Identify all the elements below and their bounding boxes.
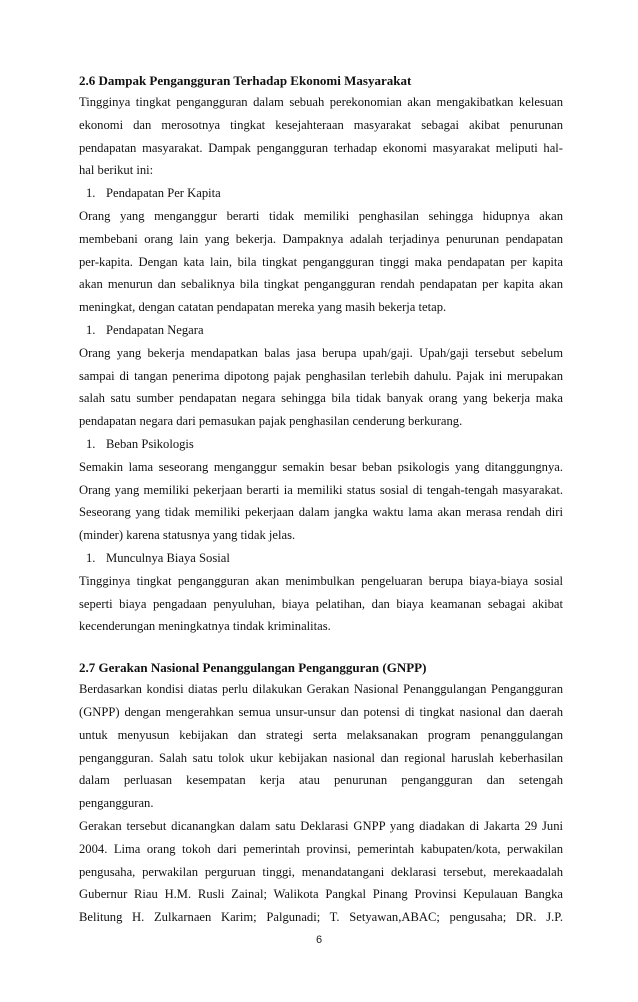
paragraph-line: sampai di tangan penerima dipotong pajak penghasilan terlebih dahulu. Pajak ini merupakan — [79, 368, 563, 383]
paragraph-line: pengangguran. Salah satu tolok ukur kebijakan nasional dan regional haruslah keberhasilan — [79, 750, 563, 765]
paragraph-line: Orang yang bekerja mendapatkan balas jasa berupa upah/gaji. Upah/gaji tersebut sebelum — [79, 345, 563, 360]
list-title: Pendapatan Per Kapita — [106, 186, 221, 201]
paragraph-line: Tingginya tingkat pengangguran akan menimbulkan pengeluaran berupa biaya-biaya sosial — [79, 573, 563, 588]
paragraph-line: membebani orang lain yang bekerja. Dampaknya adalah terjadinya penurunan pendapatan — [79, 231, 563, 246]
list-item-pendapatan-negara — [79, 319, 563, 342]
list-number: 1. — [86, 322, 96, 337]
item-paragraph — [79, 570, 563, 638]
paragraph-line: pengangguran. — [79, 796, 154, 811]
paragraph-line: hal berikut ini: — [79, 163, 154, 178]
list-number: 1. — [86, 186, 96, 201]
paragraph-line: Gubernur Riau H.M. Rusli Zainal; Walikota Pangkal Pinang Provinsi Kepulauan Bangka — [79, 887, 563, 902]
item-paragraph — [79, 342, 563, 433]
paragraph-line: Tingginya tingkat pengangguran dalam sebuah perekonomian akan mengakibatkan kelesuan — [79, 95, 563, 109]
paragraph-line: (GNPP) dengan mengerahkan semua unsur-unsur dan potensi di tingkat nasional dan daerah — [79, 704, 563, 719]
item-paragraph — [79, 205, 563, 319]
paragraph-line: Gerakan tersebut dicanangkan dalam satu Deklarasi GNPP yang diadakan di Jakarta 29 Juni — [79, 818, 563, 833]
gnpp-paragraph-1 — [79, 678, 563, 815]
section-heading-2-6: 2.6 Dampak Pengangguran Terhadap Ekonomi Masyarakat — [79, 73, 412, 88]
paragraph-line: (minder) karena statusnya yang tidak jelas. — [79, 528, 296, 543]
paragraph-line: 2004. Lima orang tokoh dari pemerintah provinsi, pemerintah kabupaten/kota, perwakilan — [79, 841, 563, 856]
paragraph-line: akan menurun dan sebaliknya bila tingkat pengangguran rendah pendapatan per kapita akan — [79, 277, 563, 292]
paragraph-line: Semakin lama seseorang menganggur semakin besar beban psikologis yang ditanggungnya. — [79, 459, 563, 474]
section-spacer — [79, 638, 563, 657]
paragraph-line: per-kapita. Dengan kata lain, bila tingkat pengangguran tinggi maka pendapatan per kapita — [79, 254, 563, 269]
list-number: 1. — [86, 436, 96, 451]
list-item-beban-psikologis — [79, 433, 563, 456]
list-item-pendapatan-per-kapita — [79, 182, 563, 205]
paragraph-line: Orang yang memiliki pekerjaan berarti ia memiliki status sosial di tengah-tengah masyarakat. — [79, 482, 563, 497]
intro-paragraph — [79, 91, 563, 182]
page-number: 6 — [315, 934, 323, 946]
list-title: Pendapatan Negara — [106, 322, 204, 337]
paragraph-line: ekonomi dan merosotnya tingkat kesejahteraan masyarakat sebagai akibat penurunan — [79, 117, 563, 132]
gnpp-paragraph-2 — [79, 815, 563, 929]
paragraph-line: kecenderungan meningkatnya tindak kriminalitas. — [79, 619, 331, 634]
paragraph-line: pengusaha, perwakilan perguruan tinggi, menandatangani deklarasi tersebut, merekaadalah — [79, 864, 563, 879]
paragraph-line: Belitung H. Zulkarnaen Karim; Palgunadi; T. Setyawan,ABAC; pengusaha; DR. J.P. — [79, 910, 563, 925]
paragraph-line: seperti biaya pengadaan penyuluhan, biaya pelatihan, dan biaya keamanan sebagai akibat — [79, 596, 563, 611]
paragraph-line: pendapatan negara dari pemasukan pajak penghasilan cenderung berkurang. — [79, 414, 463, 429]
document-page — [79, 70, 563, 929]
list-number: 1. — [86, 550, 96, 565]
list-title: Munculnya Biaya Sosial — [106, 550, 230, 565]
list-title: Beban Psikologis — [106, 436, 194, 451]
section-heading-2-7: 2.7 Gerakan Nasional Penanggulangan Pengangguran (GNPP) — [79, 660, 427, 676]
paragraph-line: Orang yang menganggur berarti tidak memiliki penghasilan sehingga hidupnya akan — [79, 208, 563, 223]
paragraph-line: untuk menyusun kebijakan dan strategi serta melaksanakan program penanggulangan — [79, 727, 563, 742]
paragraph-line: Berdasarkan kondisi diatas perlu dilakukan Gerakan Nasional Penanggulangan Pengangguran — [79, 682, 563, 697]
paragraph-line: dalam perluasan kesempatan kerja atau penurunan pengangguran dan setengah — [79, 773, 563, 788]
paragraph-line: salah satu sumber pendapatan negara sehingga bila tidak banyak orang yang bekerja maka — [79, 391, 563, 406]
paragraph-line: Seseorang yang tidak memiliki pekerjaan dalam jangka waktu lama akan merasa rendah diri — [79, 505, 563, 520]
paragraph-line: meningkat, dengan catatan pendapatan mereka yang masih bekerja tetap. — [79, 300, 447, 315]
paragraph-line: pendapatan masyarakat. Dampak pengangguran terhadap ekonomi masyarakat meliputi hal- — [79, 140, 563, 155]
list-item-biaya-sosial — [79, 547, 563, 570]
item-paragraph — [79, 456, 563, 547]
